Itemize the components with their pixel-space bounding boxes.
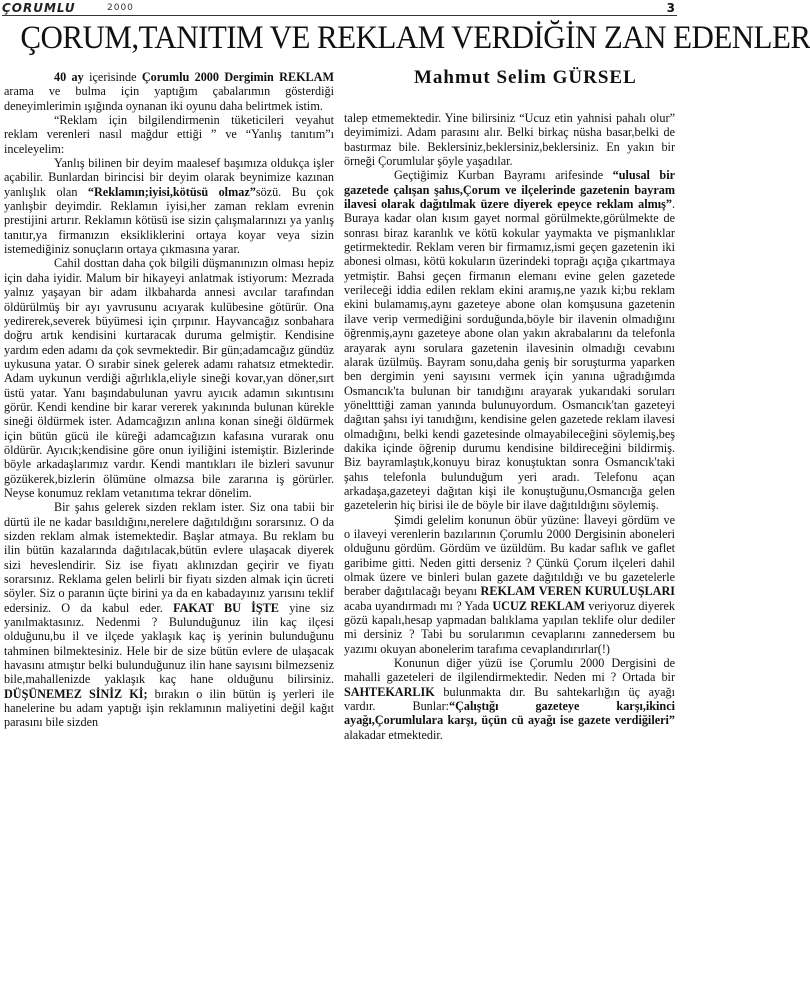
text: Yanlış bilinen bir deyim maalesef başımıza oldukça işler açabilir. Bunlardan birincisi bir deyim olarak beynimize kazınan yanlışlık olan [4,156,334,199]
paragraph [344,168,675,512]
bold-text: 40 ay [54,70,84,84]
text: Geçtiğimiz Kurban Bayramı arifesinde [394,168,613,183]
text: sözü. Bu çok yanlışbir deyimdir. Reklamın iyisi,her zaman reklam evrenin prestijini artırır. Reklamın kötüsü ise sizin çalışmalarınızı ya yanlış tanıtır,ya firmanızın eksikliklerini ortaya koyar veya sizin istemediğiniz sonuçların ortaya çıkmasına yarar. [4,184,334,257]
text: Şimdi gelelim konunun öbür yüzüne: İlaveyi gördüm ve o ilaveyi verenlerin bazılarının Çorumlu 2000 Dergisinin aboneleri olduğunu gördüm. Gördüm ve üzüldüm. Bu kadar saflık ve gaflet garibime gitti. Neden gitti derseniz ? Çünkü Çorum ilçeleri dahil olmak üzere ve binleri bulan gazete dağıtıldığı ve bu gazetelerle beraber dağıtılacağı beyanı [344,512,675,599]
bold-text: “Reklamın;iyisi,kötüsü olmaz” [87,184,256,199]
paragraph: talep etmemektedir. Yine bilirsiniz “Ucuz etin yahnisi pahalı olur” deyimimizi. Adam parasını alır. Belki birkaç nüsha basar,belki de bastırmaz bile. Beklersiniz,beklersiniz,beklersiniz. En yakın bir örneği Çorumlular şöyle yaşadılar. [344,111,675,169]
bold-text: “Çalıştığı gazeteye karşı,ikinci ayağı,Çorumlulara karşı, üçün cü ayağı ise gazete verdiğileri” [344,699,675,728]
paragraph [4,500,334,730]
text: Konunun diğer yüzü ise Çorumlu 2000 Dergisini de mahalli gazeteleri de ilgilendirmektedir. Neden mi ? Ortada bir [344,656,675,685]
article-headline: ÇORUM,TANITIM VE REKLAM VERDİĞİN ZAN EDENLER [20,20,810,56]
paragraph [4,70,334,113]
bold-text: Çorumlu 2000 Dergimin REKLAM [141,70,334,84]
text: yine siz yanılmaktasınız. Nedenmi ? Bulunduğunuz ilin kaç ilçesi olduğunu,bu il ve ilçede yaklaşık kaç iş yerinin bulunduğunu tahminen bilmektesiniz. Hele bir de size bütün evlere de ulaşacak havasını atmıştır belki bulunduğunuz ilin hane sayısını bilmezseniz bile,mahallenizde yaklaşık kaç hane olduğunu bilirsiniz. [4,600,334,687]
masthead-brand: ÇORUMLU [2,1,76,15]
text: içerisinde [83,70,142,84]
bold-text: UCUZ REKLAM [492,598,586,613]
paragraph: Cahil dosttan daha çok bilgili düşmanınızın olması hepiz için daha iyidir. Malum bir hikayeyi anlatmak istiyorum: Mezrada yalnız yaşayan bir adam ilkbaharda annesi avcılar tarafından öldürülmüş bir ayı yavrusunu acıyarak kulübesine götürür. Ona yedirerek,severek büyümesi için çırpınır. Hayvancağız sonbahara doğru artık kendisini kurtaracak duruma gelmiştir. Kendisine yardım eden adamı da çok sevmektedir. Bir gün;adamcağız gündüz uykusuna yatar. O sırabir sinek gelerek adamı rahatsız etmektedir. Adam uykunun verdiği ağırlıkla,eliyle sineği kovar,yan döner,sırt üstü yatar. Yanı başındabulunan yavru ayıcık adamın sıkıntısını görür. Kendi kendine bir karar vererek yakınında bulunan kürekle sineği öldürmek ister. Adamcağızın anlına konan sineği öldürmek için bütün gücü ile küreği adamcağızın kafasına vurarak onu öldürür. Ayıcık;kendisine göre onun iyiliğini istemiştir. Bizlerinde böyle arkadaşlarımız vardır. Kendi mantıkları ile bizleri savunur gözükerek,bizlerin ölümüne olmazsa bile zararına iş görürler. Neyse konumuz reklam vetanıtıma tekrar dönelim. [4,256,334,500]
page-number: 3 [666,1,675,15]
text: veriyoruz diyerek gözü kapalı,hesap yapmadan balıklama yapılan teklife olur dediler mi dersiniz ? Tabi bu sorularımın cevaplarını zannedersem bu yazımı okuyan abonelerim tarafıma cevaplandırırlar(!) [344,598,675,656]
paragraph [4,156,334,256]
text: alakadar etmektedir. [344,727,443,742]
bold-text: DÜŞÜNEMEZ SİNİZ Kİ; [4,686,148,701]
bold-text: “ulusal bir gazetede çalışan şahıs,Çorum ve ilçelerinde gazetenin bayram ilavesi olarak dağıtılmak üzere diyerek epeyce reklam almış” [344,168,675,212]
text: . Buraya kadar olan kısım gayet normal görülmekte,görülmekte de sonrası biraz karanlık ve kötü kokular yaymakta ve pişmanlıklar getirmektedir. Reklam veren bir firmamız,ismi geçen gazetenin iki abonesi olması, kötü kokuların üzerindeki toprağı açığa çıkartmaya yetmiştir. Bahsi geçen firmanın elemanı evine gelen gazetede verileceği iddia edilen reklam ekini aramış,ne yazık ki;bu reklam ekini bulamamış,aynı gazeteye abone olan komşusuna gazetenin ilave verip vermediğini sorduğunda,böyle bir ilavenin olmadığını öğrenmiş,aynı gazeteye abone olan yakın akrabalarını da telefonla arayarak aynı sorulara gazetenin ilavesinin olmadığı cevabını alarak üzülmüş. Bayram sonu,daha geniş bir soruşturma yaparken ben dergimin yeni sayısını vermek için yanına uğradığımda Osmancık'ta bulunan bir tanıdığını arayarak yukarıdaki soruları yöneltttiği zaman yanında bulunuyordum. Osmancık'tan gazeteyi dağıtan şahsı iyi tanıdığını, kendisine gelen gazetede reklam ilavesi olmadığını, belki kendi gazetesinde olmayabileceğini söylemiş,beş dakika içinde öğrenip durumu kendisine bildireceğini bildirmiş. Biz bayramlaştık,konuyu biraz konuştuktan sonra Osmancık'taki şahıs telefonla bulunduğum yeri aradı. Telefonu açan arkadaşa,gazeteyi dağıtan kişi ile konuştuğunu,Osmancığa gelen gazetelerin hiç birisi ile de böyle bir ilave dağıtıldığını söylemiş. [344,197,675,513]
paragraph: “Reklam için bilgilendirmenin tüketicileri veyahut reklam verenleri nasıl mağdur ettiği ” ve “Yanlış tanıtım”ı inceleyelim: [4,113,334,156]
bold-text: FAKAT BU İŞTE [173,600,279,615]
author-byline: Mahmut Selim GÜRSEL [414,67,637,88]
text: arama ve bulma için yaptığım çabalarımın gösterdiği deneyimlerimin ışığında oynanan iki oyunu daha belirtmek istim. [4,84,334,113]
header-rule [2,15,677,16]
article-column-right [344,111,675,742]
text: bırakın o ilin bütün iş yerleri ile hanelerine bu adam yaptığı işin reklamının maliyetini değil kağıt parasını bile sizden [4,686,334,730]
masthead-year: 2000 [107,3,134,13]
text: acaba uyandırmadı mı ? Yada [344,598,493,613]
text: Bir şahıs gelerek sizden reklam ister. Siz ona tabii bir dürtü ile ne kadar basıldığını,nerelere dağıtıldığını sorarsınız. O da sizden reklam almak istemektedir. Başlar atmaya. Bu reklam bu ilin bütün kazalarında dağıtılacak,bütün evlere ulaşacak diyerek sizi heveslendirir. Siz ise fiyatı aklınızdan geçirir ve fiyatı sorarsınız. Reklama gelen belirli bir fiyatı sizden almak için ücreti söyler. Siz o paranın üçte birini ya da en kabadayınız yarısını teklif edersiniz. O da kabul eder. [4,500,334,615]
masthead [2,1,677,15]
paragraph [344,656,675,742]
paragraph [344,513,675,656]
bold-text: REKLAM VEREN KURULUŞLARI [480,584,675,599]
text: bulunmakta dır. Bu sahtekarlığın üç ayağı vardır. Bunlar: [344,684,675,714]
article-column-left [4,70,334,730]
bold-text: SAHTEKARLIK [344,684,435,699]
